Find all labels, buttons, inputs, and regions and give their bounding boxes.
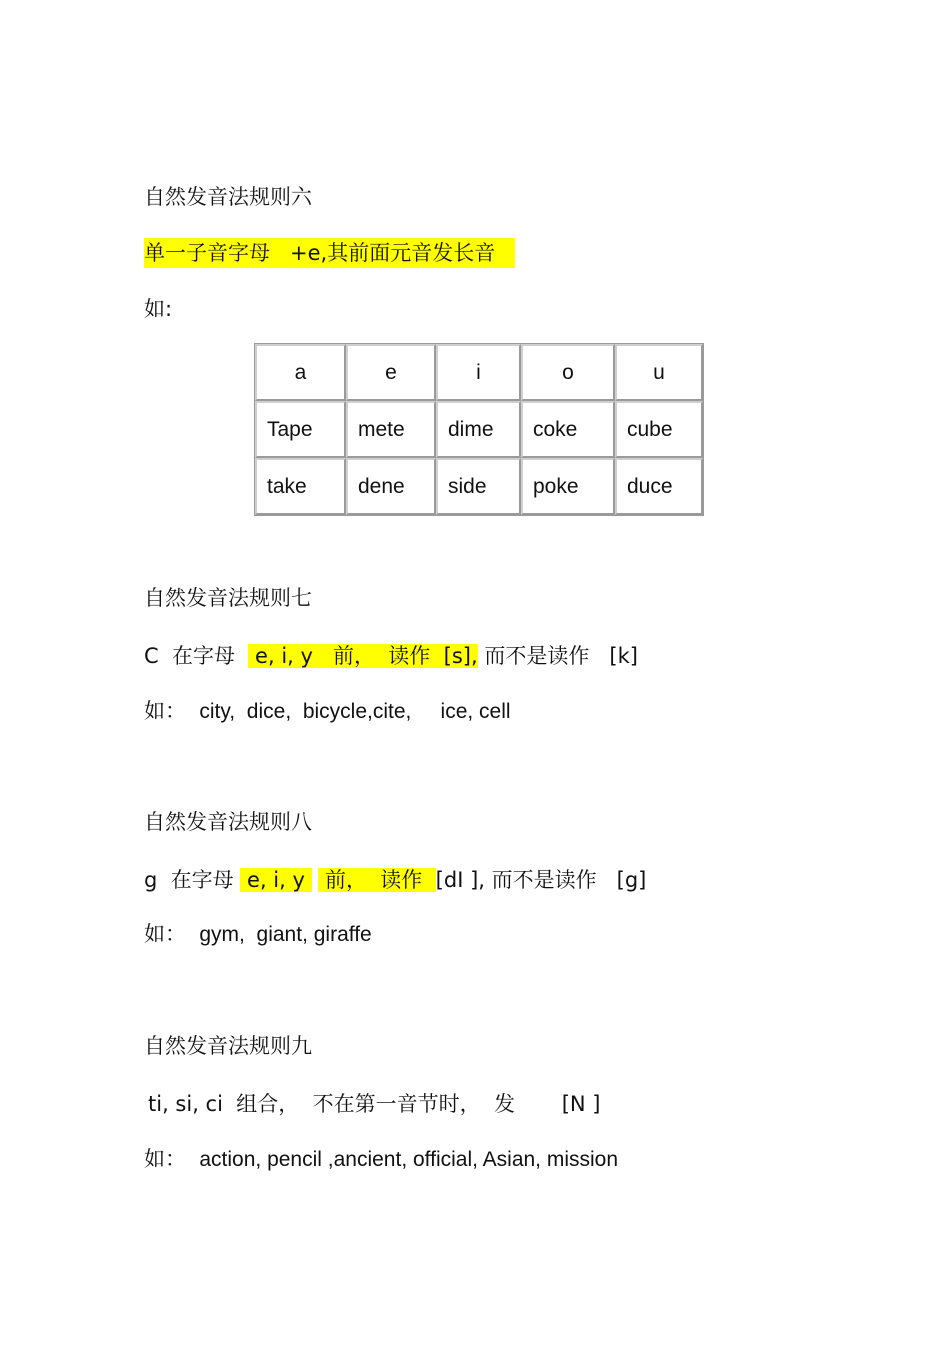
rule-8-suffix: [dI ], 而不是读作 [g]: [435, 868, 647, 892]
rule-7-highlight: e, i, y 前， 读作 [s],: [248, 644, 478, 668]
rule-7-suffix: 而不是读作 [k]: [477, 644, 638, 668]
rule-9-example-words: action, pencil ,ancient, official, Asian, mission: [199, 1148, 619, 1171]
table-cell: take: [255, 458, 346, 515]
rule-7-example-label: 如：: [144, 699, 200, 723]
rule-8-prefix: g 在字母: [144, 868, 241, 892]
table-cell: dene: [346, 458, 436, 515]
rule-6-statement: 单一子音字母 +e,其前面元音发长音: [144, 238, 515, 268]
rule-6-example-label: 如:: [144, 297, 173, 321]
rule-8-statement: [144, 865, 646, 895]
rule-8-highlight-letters: e, i, y: [240, 868, 312, 892]
rule-8-examples: [144, 919, 372, 950]
rule-8-highlight-reading: 前， 读作: [318, 868, 436, 892]
table-cell: Tape: [255, 401, 346, 458]
table-cell: dime: [436, 401, 521, 458]
table-cell: coke: [521, 401, 615, 458]
table-header-cell: u: [615, 344, 703, 401]
rule-9-title: 自然发音法规则九: [144, 1034, 312, 1058]
rule-7-examples: [144, 696, 511, 727]
rule-9-examples: [144, 1144, 618, 1175]
rule-7-title: 自然发音法规则七: [144, 586, 312, 610]
table-cell: mete: [346, 401, 436, 458]
rule-9-statement: ti, si, ci 组合， 不在第一音节时， 发 [N ]: [148, 1092, 601, 1116]
table-cell: side: [436, 458, 521, 515]
table-header-cell: a: [255, 344, 346, 401]
rule-8-example-words: gym, giant, giraffe: [199, 923, 372, 946]
table-row: [255, 401, 703, 458]
table-cell: duce: [615, 458, 703, 515]
table-header-cell: e: [346, 344, 436, 401]
table-header-cell: i: [436, 344, 521, 401]
rule-8-title: 自然发音法规则八: [144, 810, 312, 834]
table-cell: poke: [521, 458, 615, 515]
rule-7-example-words: city, dice, bicycle,cite, ice, cell: [199, 700, 511, 723]
rule-6-title: 自然发音法规则六: [144, 185, 312, 209]
table-row: [255, 458, 703, 515]
rule-9-example-label: 如：: [144, 1147, 200, 1171]
rule-8-example-label: 如：: [144, 922, 200, 946]
table-header-row: [255, 344, 703, 401]
rule-7-statement: [144, 641, 638, 671]
table-header-cell: o: [521, 344, 615, 401]
rule-7-prefix: C 在字母: [144, 644, 249, 668]
table-cell: cube: [615, 401, 703, 458]
vowel-table: [254, 343, 704, 516]
